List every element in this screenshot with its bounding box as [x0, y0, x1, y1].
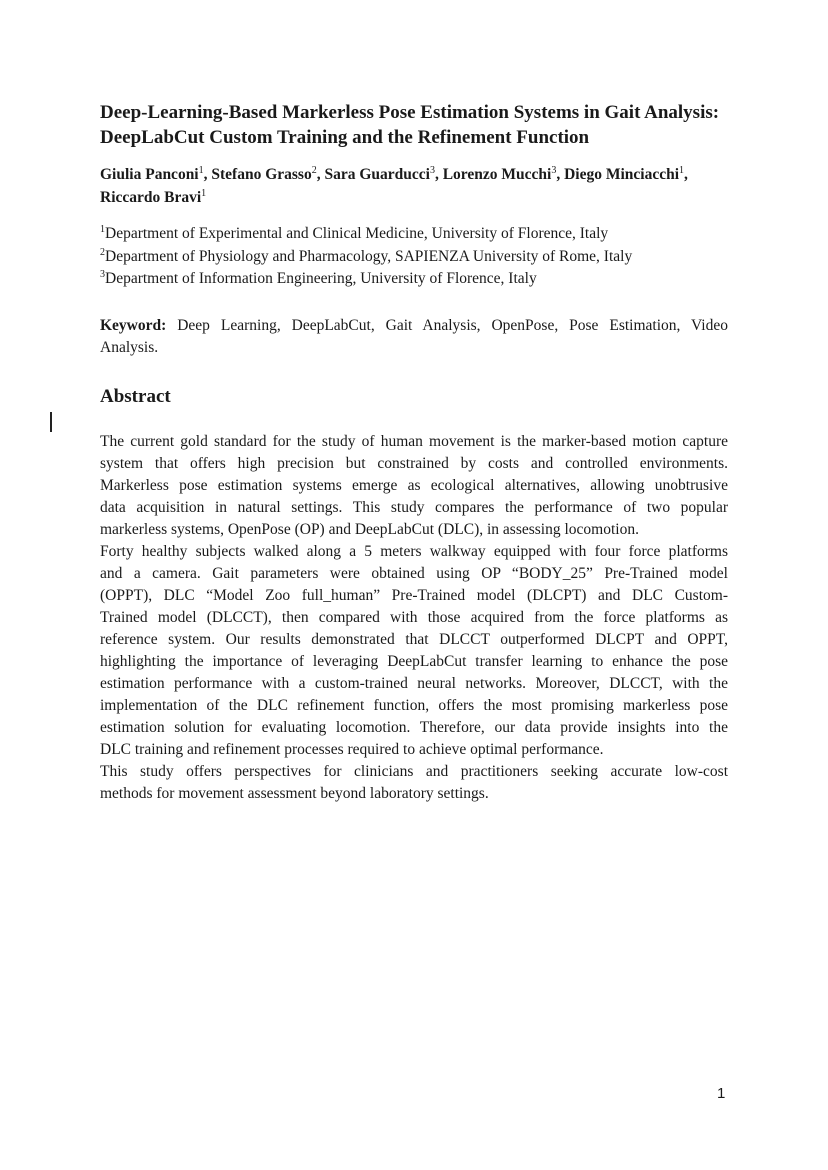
abstract-line: data acquisition in natural settings. This study compares the performance of two popular [100, 499, 728, 516]
author-name: Riccardo Bravi [100, 189, 202, 206]
paper-title [100, 100, 740, 150]
affiliation-list [100, 223, 740, 291]
author-affil-sup: 2 [311, 165, 317, 176]
abstract-line: markerless systems, OpenPose (OP) and DeepLabCut (DLC), in assessing locomotion. [100, 521, 639, 538]
affiliation-item [100, 246, 740, 269]
abstract-line: and a camera. Gait parameters were obtained using OP “BODY_25” Pre-Trained model [100, 565, 728, 582]
abstract-line: methods for movement assessment beyond laboratory settings. [100, 785, 489, 802]
page-number: 1 [717, 1085, 726, 1102]
author-affil-sup: 3 [429, 165, 435, 176]
author-name: Giulia Panconi [100, 166, 199, 183]
abstract-body [100, 431, 728, 805]
title-line-2: DeepLabCut Custom Training and the Refinement Function [100, 127, 590, 148]
affiliation-text: Department of Physiology and Pharmacology, SAPIENZA University of Rome, Italy [105, 247, 633, 265]
abstract-line: The current gold standard for the study of human movement is the marker-based motion capture [100, 433, 728, 450]
author-affil-sup: 3 [551, 165, 557, 176]
abstract-line: highlighting the importance of leveraging DeepLabCut transfer learning to enhance the pose [100, 653, 728, 670]
affiliation-item [100, 223, 740, 246]
abstract-line: (OPPT), DLC “Model Zoo full_human” Pre-Trained model (DLCPT) and DLC Custom- [100, 587, 728, 604]
abstract-line: estimation solution for evaluating locomotion. Therefore, our data provide insights into the [100, 719, 728, 736]
abstract-heading: Abstract [100, 386, 171, 407]
author-line-1: Giulia Panconi$^1$, Stefano Grasso$^2$, Sara Guarducci$^3$, Lorenzo Mucchi$^3$, Diego Minciacchi$^1$, [100, 165, 688, 183]
keywords-line-1 [100, 315, 728, 337]
author-line-2 [100, 186, 740, 209]
title-line-1: Deep-Learning-Based Markerless Pose Estimation Systems in Gait Analysis: [100, 102, 720, 123]
text-cursor [50, 412, 52, 432]
author-name: Stefano Grasso [211, 166, 312, 183]
affiliation-sup: 1 [100, 224, 105, 235]
affiliation-item [100, 268, 740, 291]
abstract-line: Trained model (DLCCT), then compared with those acquired from the force platforms as [100, 609, 728, 626]
keywords-text-2: Analysis. [100, 339, 159, 356]
abstract-line: This study offers perspectives for clinicians and practitioners seeking accurate low-cost [100, 763, 728, 780]
author-name: Diego Minciacchi [564, 166, 680, 183]
affiliation-sup: 3 [100, 269, 105, 280]
author-name: Lorenzo Mucchi [442, 166, 552, 183]
affiliation-text: Department of Experimental and Clinical Medicine, University of Florence, Italy [105, 225, 609, 242]
abstract-line: DLC training and refinement processes required to achieve optimal performance. [100, 741, 604, 758]
keywords-block [100, 315, 728, 359]
abstract-line: reference system. Our results demonstrated that DLCCT outperformed DLCPT and OPPT, [100, 631, 728, 648]
affiliation-sup: 2 [100, 246, 105, 258]
abstract-line: Markerless pose estimation systems emerge as ecological alternatives, allowing unobtrusive [100, 477, 728, 494]
abstract-line: implementation of the DLC refinement function, offers the most promising markerless pose [100, 697, 728, 714]
author-affil-sup: 1 [201, 188, 207, 199]
abstract-line: Forty healthy subjects walked along a 5 meters walkway equipped with four force platforms [100, 543, 728, 560]
author-affil-sup: 1 [198, 165, 204, 176]
abstract-line: system that offers high precision but constrained by costs and controlled environments. [100, 455, 728, 472]
abstract-line: estimation performance with a custom-trained neural networks. Moreover, DLCCT, with the [100, 675, 728, 692]
author-affil-sup: 1 [679, 165, 685, 176]
keywords-text-1: Deep Learning, DeepLabCut, Gait Analysis, OpenPose, Pose Estimation, Video [177, 317, 728, 334]
author-name: Sara Guarducci [324, 166, 430, 183]
author-list [100, 163, 740, 209]
affiliation-text: Department of Information Engineering, University of Florence, Italy [105, 270, 537, 287]
keyword-label: Keyword: [100, 317, 167, 334]
